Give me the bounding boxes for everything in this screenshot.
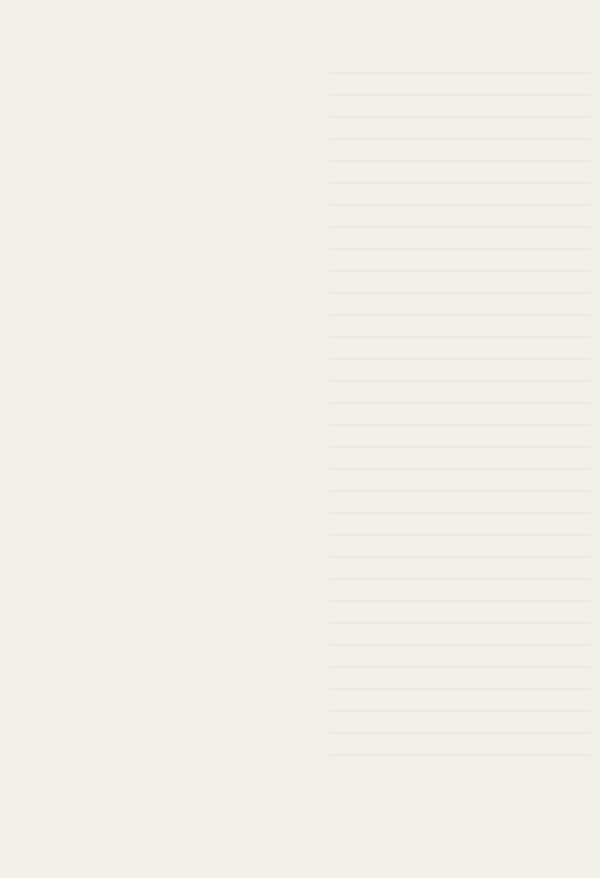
bleed-through-texture <box>330 60 590 760</box>
